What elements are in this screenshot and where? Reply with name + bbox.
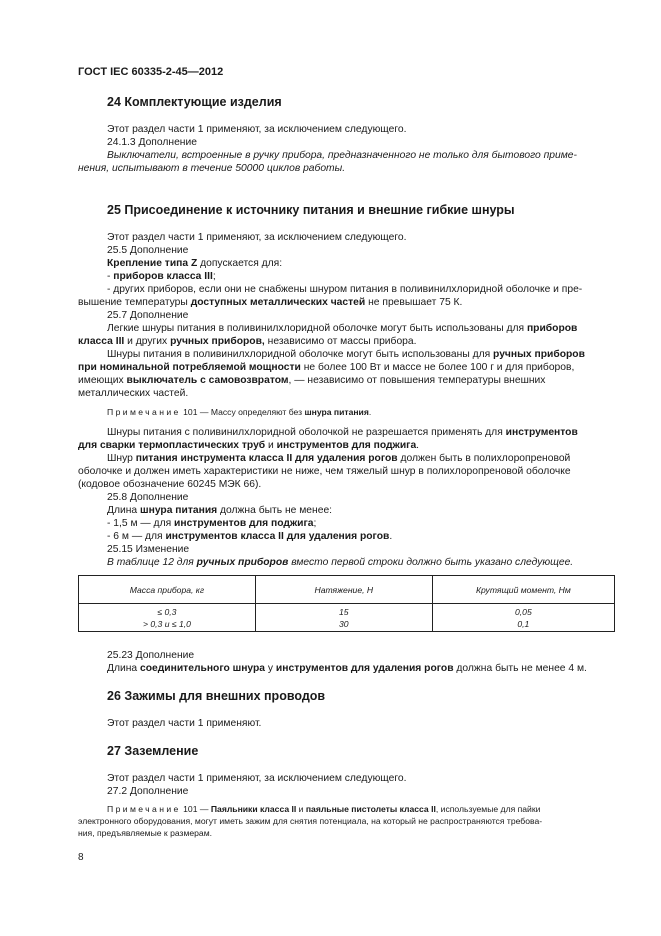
text-run: Легкие шнуры питания в поливинилхлоридной оболочке могут быть использованы для — [107, 323, 527, 334]
table-row — [79, 604, 615, 632]
text-run: Шнуры питания в поливинилхлоридной оболочке могут быть использованы для — [107, 349, 494, 360]
text-run: . — [416, 440, 420, 451]
section-24-title: 24 Комплектующие изделия — [107, 95, 282, 109]
text-run: и — [296, 804, 306, 814]
section-26-title: 26 Зажимы для внешних проводов — [107, 689, 326, 703]
note-continuation: электронного оборудования, могут иметь зажим для снятия потенциала, на который не распространяются требова- — [78, 816, 543, 826]
text-run: . — [368, 407, 372, 417]
paragraph: Этот раздел части 1 применяют. — [107, 718, 262, 729]
text-run: Шнур — [107, 453, 136, 464]
page-number: 8 — [78, 852, 84, 863]
paragraph — [107, 452, 570, 465]
bold-term: инструментов — [505, 427, 578, 438]
paragraph: оболочке и должен иметь характеристики не ниже, чем тяжелый шнур в полихлоропреновой оболочке — [78, 466, 571, 477]
table-cell-value: 0,05 — [515, 606, 532, 617]
text-run: и — [265, 440, 277, 451]
paragraph — [107, 322, 577, 335]
section-27-title: 27 Заземление — [107, 744, 199, 758]
clause-number: 25.5 Дополнение — [107, 245, 189, 256]
bold-term: Крепление типа Z — [107, 258, 198, 269]
table-cell-value: ≤ 0,3 — [157, 606, 177, 617]
text-run: у — [265, 663, 276, 674]
text-run: допускается для: — [197, 258, 283, 269]
text-run: вышение температуры — [78, 297, 191, 308]
table-cell — [79, 604, 256, 632]
paragraph: Этот раздел части 1 применяют, за исключением следующего. — [107, 773, 407, 784]
text-run: ; — [212, 271, 216, 282]
paragraph: нения, испытывают в течение 50000 циклов работы. — [78, 163, 346, 174]
paragraph: Выключатели, встроенные в ручку прибора, предназначенного не только для бытового приме- — [107, 150, 577, 161]
text-run: и других — [124, 336, 171, 347]
table-header-row — [79, 576, 615, 604]
bold-term: приборов класса III — [113, 271, 213, 282]
bold-term: инструментов класса II для удаления рогов — [165, 531, 390, 542]
bold-term: ручных приборов — [493, 349, 585, 360]
section-25-title: 25 Присоединение к источнику питания и внешние гибкие шнуры — [107, 203, 515, 217]
clause-number: 24.1.3 Дополнение — [107, 137, 197, 148]
bold-term: шнура питания — [304, 407, 369, 417]
bold-term: ручных приборов, — [170, 336, 265, 347]
table-cell — [255, 604, 432, 632]
paragraph — [107, 257, 282, 270]
list-item: - других приборов, если они не снабжены шнуром питания в поливинилхлоридной оболочке и пре- — [107, 284, 583, 295]
text-run: должна быть не менее 4 м. — [453, 663, 587, 674]
text-run: . — [389, 531, 393, 542]
bold-term: класса III — [78, 336, 125, 347]
text-run: - — [107, 271, 114, 282]
text-run: 101 — — [180, 804, 211, 814]
bold-term: при номинальной потребляемой мощности — [78, 362, 301, 373]
table-cell — [432, 604, 614, 632]
bold-term: для сварки термопластических труб — [78, 440, 266, 451]
text-run: Шнуры питания с поливинилхлоридной оболочкой не разрешается применять для — [107, 427, 506, 438]
note — [107, 406, 371, 418]
list-item — [107, 517, 316, 530]
table-header-cell: Масса прибора, кг — [79, 576, 256, 604]
list-item — [107, 530, 392, 543]
text-run: Длина — [107, 505, 141, 516]
paragraph — [78, 361, 615, 374]
list-item — [107, 270, 216, 283]
clause-number: 25.7 Дополнение — [107, 310, 189, 321]
document-header: ГОСТ IEC 60335-2-45—2012 — [78, 66, 224, 78]
table-cell-value: > 0,3 и ≤ 1,0 — [142, 618, 191, 629]
paragraph — [107, 426, 578, 439]
paragraph: Этот раздел части 1 применяют, за исключением следующего. — [107, 232, 407, 243]
bold-term: доступных металлических частей — [190, 297, 366, 308]
paragraph: металлических частей. — [78, 388, 189, 399]
table-header-cell: Крутящий момент, Нм — [432, 576, 614, 604]
bold-term: инструментов для поджига — [276, 440, 417, 451]
paragraph: (кодовое обозначение 60245 МЭК 66). — [78, 479, 262, 490]
text-run: не более 100 Вт и массе не более 100 г и для приборов, — [300, 362, 575, 373]
paragraph — [78, 439, 615, 452]
note-continuation: ния, предъявляемые к размерам. — [78, 828, 213, 838]
text-run: - 6 м — для — [107, 531, 166, 542]
paragraph — [107, 348, 585, 361]
bold-term: приборов — [526, 323, 578, 334]
bold-term: питания инструмента класса II для удаления рогов — [135, 453, 398, 464]
paragraph — [78, 335, 615, 348]
note-label: Примечание — [107, 407, 181, 417]
paragraph — [107, 504, 332, 517]
paragraph — [107, 662, 587, 675]
text-run: ; — [313, 518, 317, 529]
bold-term: инструментов для удаления рогов — [275, 663, 454, 674]
text-run: должна быть не менее: — [217, 505, 333, 516]
paragraph — [78, 374, 615, 387]
text-run: - 1,5 м — для — [107, 518, 175, 529]
torque-table — [78, 575, 615, 632]
text-run: независимо от массы прибора. — [264, 336, 417, 347]
bold-term: паяльные пистолеты класса II — [305, 804, 436, 814]
text-run: вместо первой строки должно быть указано следующее. — [288, 557, 574, 568]
clause-number: 27.2 Дополнение — [107, 786, 189, 797]
clause-number: 25.8 Дополнение — [107, 492, 189, 503]
table-cell-value: 15 — [339, 606, 349, 617]
note — [107, 803, 540, 815]
text-run: , — независимо от повышения температуры внешних — [288, 375, 546, 386]
text-run: , используемые для пайки — [435, 804, 541, 814]
table-cell-value: 0,1 — [517, 618, 530, 629]
bold-term: инструментов для поджига — [174, 518, 314, 529]
text-run: Длина — [107, 663, 141, 674]
table-header-cell: Натяжение, Н — [255, 576, 432, 604]
clause-number: 25.23 Дополнение — [107, 650, 195, 661]
bold-term: шнура питания — [140, 505, 218, 516]
clause-number: 25.15 Изменение — [107, 544, 190, 555]
note-label: Примечание — [107, 804, 181, 814]
table-cell-value: 30 — [339, 618, 349, 629]
text-run: не превышает 75 К. — [365, 297, 463, 308]
paragraph — [107, 556, 573, 569]
paragraph: Этот раздел части 1 применяют, за исключением следующего. — [107, 124, 407, 135]
bold-term: соединительного шнура — [140, 663, 266, 674]
bold-term: Паяльники класса II — [210, 804, 297, 814]
bold-term: выключатель с самовозвратом — [126, 375, 289, 386]
text-run: В таблице 12 для — [107, 557, 197, 568]
bold-term: ручных приборов — [196, 557, 289, 568]
paragraph — [78, 296, 615, 309]
text-run: имеющих — [78, 375, 127, 386]
text-run: должен быть в полихлоропреновой — [397, 453, 571, 464]
text-run: 101 — Массу определяют без — [180, 407, 305, 417]
